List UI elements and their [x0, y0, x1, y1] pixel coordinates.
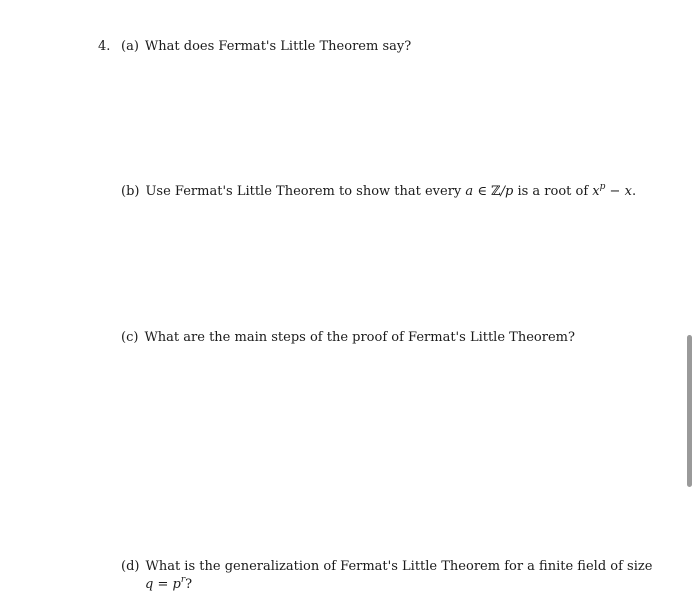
- part-b-math-a: a: [465, 184, 474, 199]
- part-b-math-set: ℤ: [491, 184, 501, 199]
- part-b-math-x2: x: [624, 184, 632, 199]
- part-d-math-exp-r: r: [180, 574, 186, 585]
- part-a-label: (a): [121, 39, 139, 54]
- part-b-math-minus: −: [609, 184, 621, 199]
- part-b-text-before: Use Fermat's Little Theorem to show that every: [145, 184, 462, 199]
- part-b-math-in: ∈: [477, 184, 487, 199]
- part-b-math-exp-p: p: [599, 181, 606, 192]
- question-part-b: [121, 181, 637, 201]
- part-b-math-x: x: [592, 184, 600, 199]
- part-d-math-eq: =: [157, 577, 169, 592]
- part-d-label: (d): [121, 559, 140, 574]
- question-part-d: [121, 558, 653, 594]
- part-c-text: What are the main steps of the proof of Fermat's Little Theorem?: [144, 330, 575, 345]
- part-a-text: What does Fermat's Little Theorem say?: [144, 39, 412, 54]
- part-c-label: (c): [121, 330, 139, 345]
- part-b-text-mid: is a root of: [517, 184, 589, 199]
- vertical-scrollbar[interactable]: [687, 335, 692, 487]
- part-d-math-q: q: [145, 577, 154, 592]
- question-part-c: [121, 329, 621, 347]
- part-b-label: (b): [121, 184, 140, 199]
- question-part-a: [121, 38, 621, 56]
- part-d-text-line1: What is the generalization of Fermat's Little Theorem for a finite field of size: [145, 559, 653, 574]
- part-d-question-mark: ?: [185, 577, 193, 592]
- part-b-math-slash-p: /p: [500, 184, 514, 199]
- question-number: 4.: [98, 39, 111, 54]
- part-d-line1: [121, 558, 653, 576]
- part-d-line2: [121, 576, 621, 594]
- part-b-period: .: [631, 184, 637, 199]
- part-d-math-p: p: [172, 577, 181, 592]
